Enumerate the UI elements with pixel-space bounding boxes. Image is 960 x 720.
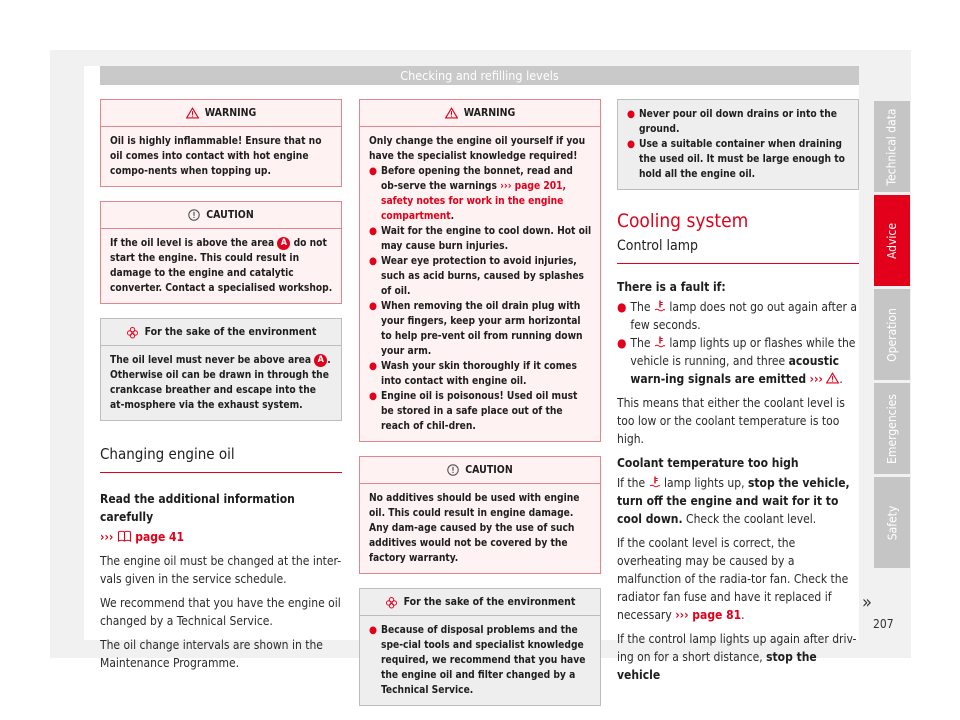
list-item: ● Wear eye protection to avoid injuries, such as acid burns, caused by splashes of oil. (369, 256, 585, 297)
list-item: ● The lamp lights up or flashes while the vehicle is running, and three acoustic warn-ing signals are emitted ››› . (617, 336, 856, 386)
warning-box (100, 99, 342, 187)
chapter-heading: Cooling system (617, 210, 749, 232)
paragraph: The engine oil must be changed at the inter-vals given in the service schedule. (100, 554, 342, 586)
warning-label: WARNING (204, 107, 257, 119)
environment-text-pre: The oil level must never be above area (110, 355, 312, 366)
section-title: Changing engine oil (100, 445, 342, 473)
caution-text-pre: If the oil level is above the area (110, 238, 275, 249)
caution-text-post: do not start the engine. This could result in damage to the engine and catalytic converter. Contact a specialised workshop. (110, 238, 333, 294)
tab-operation[interactable]: Operation (874, 289, 910, 380)
coolant-temp-heading: Coolant temperature too high (617, 456, 799, 470)
paragraph: This means that either the coolant level is too low or the coolant temperature is too high. (617, 396, 845, 446)
continue-marker: » (862, 592, 872, 613)
tab-safety[interactable]: Safety (874, 477, 910, 568)
page-header: Checking and refilling levels (100, 66, 859, 85)
coolant-lamp-icon (654, 300, 666, 312)
caution-box (100, 201, 342, 304)
environment-label: For the sake of the environment (144, 326, 317, 338)
column-left (100, 99, 342, 678)
column-middle (359, 99, 601, 720)
list-item: ● Use a suitable container when draining the used oil. It must be large enough to hold all the engine oil. (627, 139, 845, 180)
caution-circle-icon (447, 464, 459, 476)
warning-intro: Only change the engine oil yourself if you have the specialist knowledge required! (369, 136, 586, 162)
column-right: ● Never pour oil down drains or into the ground. ● Use a suitable container when draining the used oil. It must be large enough to hold all the engine oil. Cooling system Control lamp There is a fault if: ● The lamp does not go out again after a few seconds. ● The lamp lights up or flashes while the vehicle is running, and three acoustic warn-ing signals are emitted ››› . This means that either the coolant level is too low or the coolant temperature is too high. Coolant temperature too high If the lamp lights up, stop the vehicle, turn off the engine and wait for it to cool down. Check the coolant level. If the coolant level is correct, the overheating may be caused by a malfunction of the radia-tor fan. Check the radiator fan fuse and have it replaced if necessary ››› page 81. If the control lamp lights up again after driv-ing on for a short distance, stop the vehicle (617, 99, 859, 690)
list-item: ● When removing the oil drain plug with your fingers, keep your arm horizontal to help pre-vent oil from running down your arm. (369, 301, 583, 357)
fault-intro: There is a fault if: (617, 280, 726, 294)
section-subheading: Control lamp (617, 238, 859, 264)
tab-advice[interactable]: Advice (874, 195, 910, 286)
list-item: ● Wash your skin thoroughly if it comes into contact with engine oil. (369, 361, 577, 387)
read-info-heading: Read the additional information carefully (100, 492, 295, 524)
environment-flower-icon (385, 596, 398, 609)
list-item: ● Because of disposal problems and the spe-cial tools and specialist knowledge required, we recommend that you have the engine oil and filter changed by a Technical Service. (369, 625, 586, 696)
chapter-tabs (874, 101, 910, 571)
environment-text-post: . Otherwise oil can be drawn in through the crankcase breather and escape into the at-mosphere via the exhaust system. (110, 355, 331, 411)
list-item: ● Never pour oil down drains or into the ground. (627, 109, 837, 135)
caution-label: CAUTION (206, 209, 254, 221)
environment-box (100, 318, 342, 421)
warning-triangle-icon (445, 107, 458, 119)
warning-text: Oil is highly inflammable! Ensure that no oil comes into contact with hot engine compo-nents when topping up. (110, 136, 322, 177)
warning-box (359, 99, 601, 442)
area-a-badge: A (314, 354, 327, 367)
page-number: 207 (873, 617, 894, 631)
caution-box (359, 456, 601, 574)
environment-label: For the sake of the environment (403, 596, 576, 608)
list-item: ● Before opening the bonnet, read and ob-serve the warnings ››› page 201, safety notes for work in the engine compartment. (369, 166, 573, 222)
read-info-link[interactable]: page 41 (135, 530, 185, 544)
caution-text: No additives should be used with engine oil. This could result in engine damage. Any dam-age caused by the use of such additives would not be covered by the factory warranty. (369, 493, 580, 564)
safety-notes-link[interactable]: ››› page 201, safety notes for work in the engine compartment (381, 181, 566, 222)
list-item: ● Engine oil is poisonous! Used oil must be stored in a safe place out of the reach of chil-dren. (369, 391, 578, 432)
warning-triangle-icon (826, 372, 839, 384)
caution-circle-icon (188, 209, 200, 221)
ref-marker: ››› (100, 530, 114, 544)
environment-flower-icon (126, 326, 139, 339)
paragraph: We recommend that you have the engine oil changed by a Technical Service. (100, 596, 341, 628)
tab-technical-data[interactable]: Technical data (874, 101, 910, 192)
list-item: ● Wait for the engine to cool down. Hot oil may cause burn injuries. (369, 226, 592, 252)
paragraph: The oil change intervals are shown in the Maintenance Programme. (100, 638, 323, 670)
coolant-lamp-icon (654, 336, 666, 348)
warning-label: WARNING (463, 107, 516, 119)
book-icon (117, 530, 132, 542)
tab-emergencies[interactable]: Emergencies (874, 383, 910, 474)
caution-label: CAUTION (465, 464, 513, 476)
environment-box (359, 588, 601, 706)
environment-box-continued (617, 99, 859, 190)
list-item: ● The lamp does not go out again after a few seconds. (617, 300, 857, 332)
coolant-lamp-icon (649, 476, 661, 488)
fuse-page-link[interactable]: ››› page 81 (675, 608, 742, 622)
area-a-badge: A (277, 237, 290, 250)
warning-triangle-icon (186, 107, 199, 119)
